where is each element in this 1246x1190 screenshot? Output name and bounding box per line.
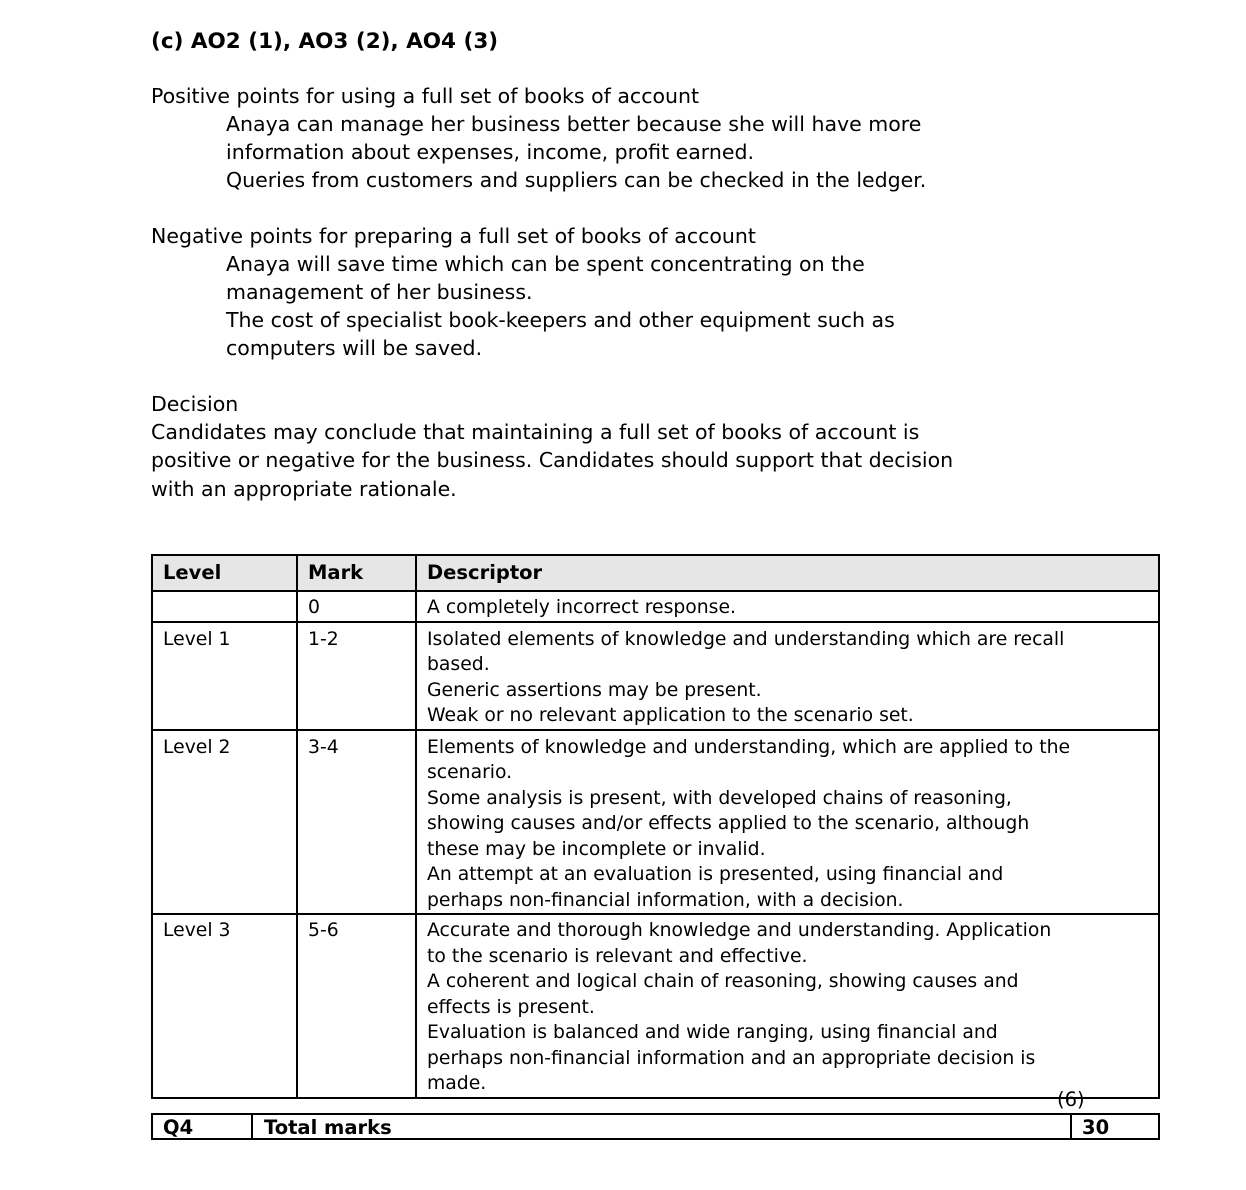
descriptor-line: based. [427, 654, 490, 675]
divider [1070, 1115, 1072, 1138]
total-label: Total marks [264, 1116, 392, 1139]
descriptor-line: Evaluation is balanced and wide ranging, using financial and [427, 1022, 998, 1043]
descriptor-line: Elements of knowledge and understanding, which are applied to the [427, 736, 1071, 758]
total-marks-row [151, 1113, 1160, 1140]
descriptor-line: showing causes and/or effects applied to the scenario, although [427, 813, 1030, 834]
table-row [152, 730, 1159, 915]
descriptor-cell [416, 730, 1159, 915]
header-mark: Mark [297, 555, 416, 591]
positive-line: information about expenses, income, profit earned. [226, 140, 754, 164]
table-row [152, 591, 1159, 622]
level-cell [152, 591, 297, 622]
descriptor-line: Accurate and thorough knowledge and understanding. Application [427, 920, 1052, 941]
mark-cell: 3-4 [297, 730, 416, 915]
subtotal-marks: (6) [1057, 1088, 1085, 1111]
header-level: Level [152, 555, 297, 591]
descriptor-cell [416, 591, 1159, 622]
levels-table [151, 554, 1160, 1099]
decision-line: Candidates may conclude that maintaining a full set of books of account is [151, 420, 920, 444]
decision-line: positive or negative for the business. Candidates should support that decision [151, 448, 954, 472]
descriptor-cell [416, 622, 1159, 730]
descriptor-cell [416, 914, 1159, 1098]
divider [251, 1115, 253, 1138]
negative-line: computers will be saved. [226, 336, 483, 360]
descriptor-line: these may be incomplete or invalid. [427, 838, 766, 860]
descriptor-line: effects is present. [427, 996, 595, 1018]
descriptor-line: made. [427, 1073, 487, 1094]
descriptor-line: Weak or no relevant application to the scenario set. [427, 705, 914, 726]
table-header-row [152, 555, 1159, 591]
descriptor-line: scenario. [427, 762, 513, 783]
decision-line: with an appropriate rationale. [151, 477, 457, 501]
descriptor-line: perhaps non-financial information and an appropriate decision is [427, 1047, 1036, 1069]
positive-line: Queries from customers and suppliers can be checked in the ledger. [226, 168, 927, 192]
negative-line: management of her business. [226, 280, 533, 304]
table-row [152, 914, 1159, 1098]
level-cell: Level 3 [152, 914, 297, 1098]
negative-line: The cost of specialist book-keepers and other equipment such as [226, 308, 895, 332]
positive-line: Anaya can manage her business better because she will have more [226, 112, 922, 136]
descriptor-line: An attempt at an evaluation is presented, using financial and [427, 864, 1004, 885]
total-value: 30 [1082, 1116, 1110, 1139]
section-heading: (c) AO2 (1), AO3 (2), AO4 (3) [151, 29, 499, 54]
descriptor-line: to the scenario is relevant and effective. [427, 945, 808, 967]
mark-cell: 0 [297, 591, 416, 622]
level-cell: Level 2 [152, 730, 297, 915]
negative-title: Negative points for preparing a full set of books of account [151, 224, 756, 248]
question-number: Q4 [163, 1116, 194, 1139]
descriptor-line: Generic assertions may be present. [427, 679, 762, 701]
descriptor-line: Some analysis is present, with developed chains of reasoning, [427, 787, 1012, 809]
mark-cell: 1-2 [297, 622, 416, 730]
decision-title: Decision [151, 392, 239, 416]
header-descriptor: Descriptor [416, 555, 1159, 591]
descriptor-line: Isolated elements of knowledge and understanding which are recall [427, 628, 1065, 650]
mark-cell: 5-6 [297, 914, 416, 1098]
descriptor-line: A completely incorrect response. [427, 597, 736, 618]
negative-line: Anaya will save time which can be spent concentrating on the [226, 252, 865, 276]
table-row [152, 622, 1159, 730]
level-cell: Level 1 [152, 622, 297, 730]
descriptor-line: perhaps non-financial information, with a decision. [427, 889, 904, 911]
positive-title: Positive points for using a full set of books of account [151, 84, 700, 108]
descriptor-line: A coherent and logical chain of reasoning, showing causes and [427, 971, 1019, 992]
